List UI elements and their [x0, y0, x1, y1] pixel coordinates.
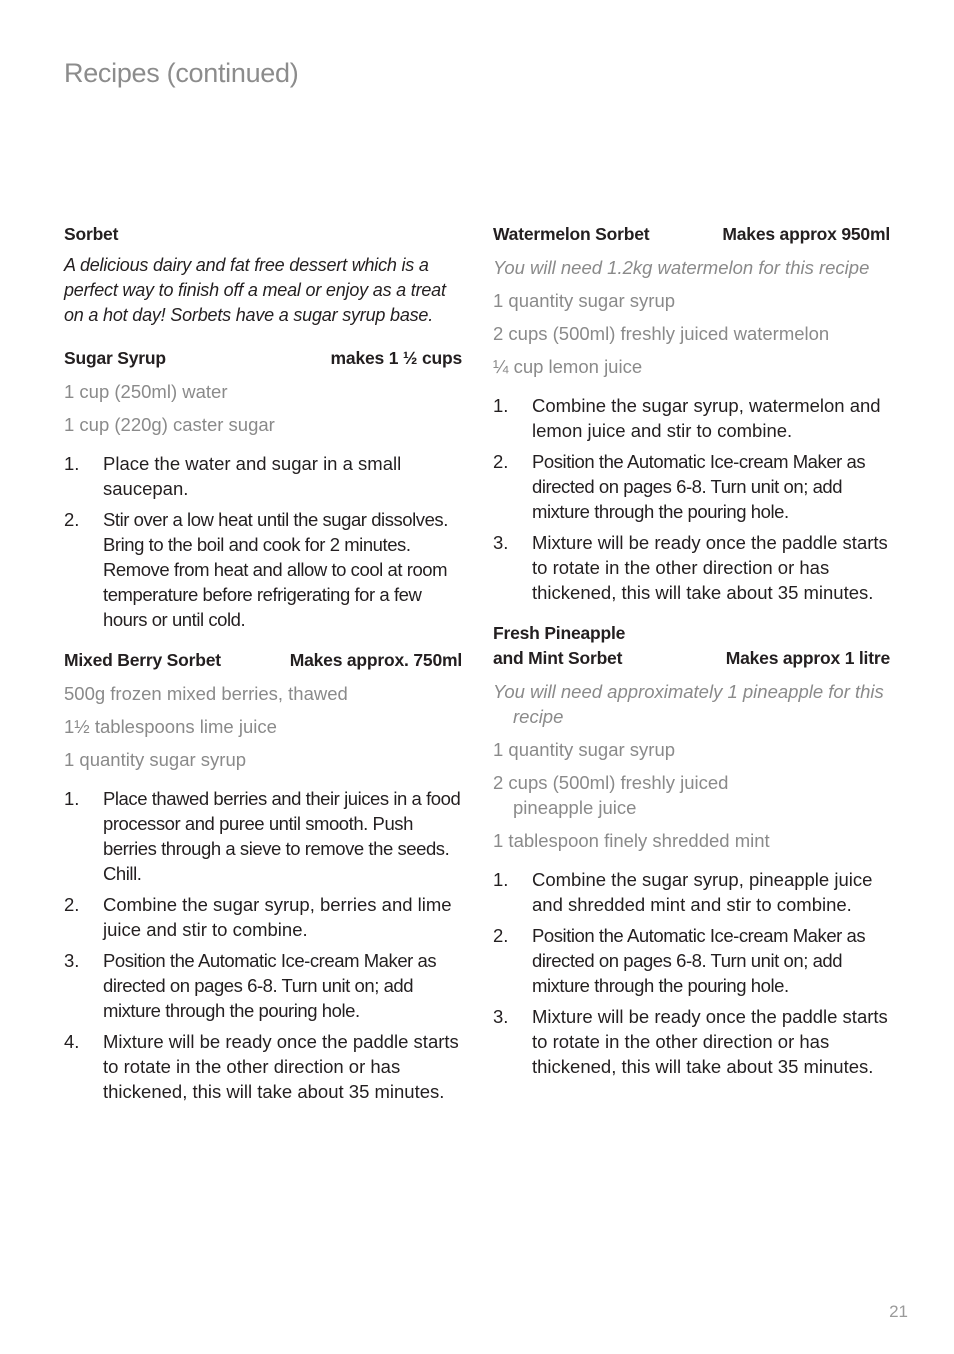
step-item — [64, 507, 462, 632]
step-number: 1. — [493, 869, 509, 890]
step-number: 3. — [493, 1006, 509, 1027]
step-number: 2. — [64, 509, 80, 530]
step-number: 3. — [493, 532, 509, 553]
watermelon-steps — [493, 393, 890, 605]
ingredient-item: 1 quantity sugar syrup — [493, 290, 676, 311]
sugar-syrup-ingredients — [64, 379, 462, 437]
ingredient-item: 2 cups (500ml) freshly juiced watermelon — [493, 323, 830, 344]
sugar-syrup-yield: makes 1 ½ cups — [330, 348, 462, 368]
sorbet-heading — [64, 222, 462, 247]
ingredient-item: 2 cups (500ml) freshly juiced pineapple juice — [493, 772, 729, 818]
step-item — [493, 393, 890, 443]
sugar-syrup-heading — [64, 346, 462, 371]
mixed-berry-yield: Makes approx. 750ml — [289, 650, 462, 670]
ingredient-item: 1 quantity sugar syrup — [493, 739, 676, 760]
recipe-note: You will need 1.2kg watermelon for this recipe — [493, 257, 870, 278]
ingredient-item: 1½ tablespoons lime juice — [64, 716, 277, 737]
ingredient-item: 500g frozen mixed berries, thawed — [64, 683, 348, 704]
step-number: 2. — [64, 894, 80, 915]
pineapple-section — [493, 621, 890, 1079]
step-text: Place thawed berries and their juices in a food processor and puree until smooth. Push berries through a sieve to remove the seeds. Chill. — [103, 788, 461, 884]
step-number: 1. — [64, 453, 80, 474]
pineapple-title-line1: Fresh Pineapple — [493, 623, 626, 643]
ingredient-item: 1 cup (250ml) water — [64, 381, 228, 402]
sugar-syrup-steps — [64, 451, 462, 632]
sorbet-section — [64, 222, 462, 328]
step-text: Position the Automatic Ice-cream Maker as directed on pages 6-8. Turn unit on; add mixture through the pouring hole. — [532, 925, 866, 996]
sorbet-intro: A delicious dairy and fat free dessert which is a perfect way to finish off a meal or enjoy as a treat on a hot day! Sorbets have a sugar syrup base. — [64, 255, 446, 325]
pineapple-title-line2: and Mint Sorbet — [493, 648, 623, 668]
step-text: Combine the sugar syrup, pineapple juice and shredded mint and stir to combine. — [532, 869, 873, 915]
sugar-syrup-title: Sugar Syrup — [64, 348, 166, 368]
step-number: 2. — [493, 925, 509, 946]
watermelon-section — [493, 222, 890, 605]
step-item — [64, 892, 462, 942]
step-text: Position the Automatic Ice-cream Maker as directed on pages 6-8. Turn unit on; add mixture through the pouring hole. — [532, 451, 866, 522]
step-number: 2. — [493, 451, 509, 472]
pineapple-steps — [493, 867, 890, 1079]
step-number: 1. — [493, 395, 509, 416]
mixed-berry-title: Mixed Berry Sorbet — [64, 650, 221, 670]
recipe-note: You will need approximately 1 pineapple for this recipe — [493, 681, 884, 727]
step-number: 4. — [64, 1031, 80, 1052]
step-item — [64, 948, 462, 1023]
ingredient-item: 1 quantity sugar syrup — [64, 749, 247, 770]
step-text: Position the Automatic Ice-cream Maker as directed on pages 6-8. Turn unit on; add mixture through the pouring hole. — [103, 950, 437, 1021]
step-text: Mixture will be ready once the paddle starts to rotate in the other direction or has thickened, this will take about 35 minutes. — [532, 532, 888, 603]
pineapple-yield: Makes approx 1 litre — [725, 648, 890, 668]
ingredient-item: ¼ cup lemon juice — [493, 356, 643, 377]
ingredient-item: 1 cup (220g) caster sugar — [64, 414, 275, 435]
step-text: Place the water and sugar in a small saucepan. — [103, 453, 402, 499]
mixed-berry-steps — [64, 786, 462, 1104]
step-item — [493, 867, 890, 917]
mixed-berry-section — [64, 648, 462, 1104]
step-item — [493, 530, 890, 605]
step-item — [493, 923, 890, 998]
right-column — [493, 222, 890, 1101]
step-text: Mixture will be ready once the paddle starts to rotate in the other direction or has thickened, this will take about 35 minutes. — [532, 1006, 888, 1077]
mixed-berry-ingredients — [64, 681, 462, 772]
ingredient-item: 1 tablespoon finely shredded mint — [493, 830, 770, 851]
step-item — [493, 449, 890, 524]
step-item — [64, 451, 462, 501]
step-number: 1. — [64, 788, 80, 809]
watermelon-yield: Makes approx 950ml — [722, 224, 890, 244]
sorbet-title: Sorbet — [64, 224, 119, 244]
step-item — [64, 786, 462, 886]
step-item — [493, 1004, 890, 1079]
pineapple-title — [493, 621, 625, 671]
page-title: Recipes (continued) — [64, 58, 299, 88]
page-number: 21 — [889, 1302, 908, 1321]
watermelon-heading — [493, 222, 890, 247]
watermelon-ingredients — [493, 255, 890, 379]
step-text: Combine the sugar syrup, berries and lime juice and stir to combine. — [103, 894, 452, 940]
step-text: Combine the sugar syrup, watermelon and lemon juice and stir to combine. — [532, 395, 881, 441]
left-column — [64, 222, 462, 1126]
step-text: Stir over a low heat until the sugar dissolves. Bring to the boil and cook for 2 minutes. Remove from heat and allow to cool at room temperature before refrigerating for a few hours or until cold. — [103, 509, 448, 630]
step-number: 3. — [64, 950, 80, 971]
watermelon-title: Watermelon Sorbet — [493, 224, 650, 244]
step-text: Mixture will be ready once the paddle starts to rotate in the other direction or has thickened, this will take about 35 minutes. — [103, 1031, 459, 1102]
pineapple-ingredients — [493, 679, 890, 853]
pineapple-heading — [493, 621, 890, 671]
step-item — [64, 1029, 462, 1104]
sugar-syrup-section — [64, 346, 462, 632]
mixed-berry-heading — [64, 648, 462, 673]
